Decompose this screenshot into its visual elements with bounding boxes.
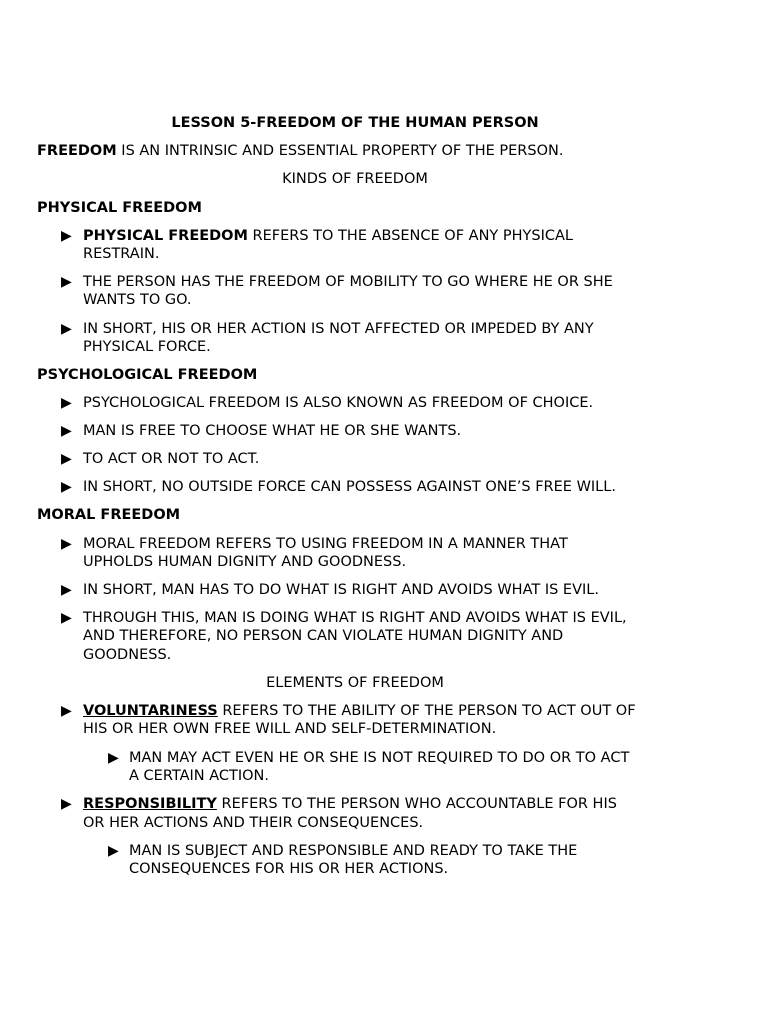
element-responsibility-text: REFERS TO THE PERSON WHO ACCOUNTABLE FOR HIS bbox=[216, 796, 617, 812]
page-title: LESSON 5-FREEDOM OF THE HUMAN PERSON bbox=[171, 115, 539, 131]
moral-item-3-line-2: AND THEREFORE, NO PERSON CAN VIOLATE HUMAN DIGNITY AND bbox=[83, 628, 564, 644]
bullet-icon: ▶ bbox=[61, 321, 72, 337]
bullet-icon: ▶ bbox=[61, 423, 72, 439]
element-voluntariness-line-1 bbox=[83, 702, 636, 721]
freedom-definition bbox=[37, 142, 563, 161]
moral-item-3-line-1: THROUGH THIS, MAN IS DOING WHAT IS RIGHT AND AVOIDS WHAT IS EVIL, bbox=[83, 610, 627, 626]
element-voluntariness-sub-line-1: MAN MAY ACT EVEN HE OR SHE IS NOT REQUIRED TO DO OR TO ACT bbox=[129, 750, 630, 766]
physical-item-3-line-2: PHYSICAL FORCE. bbox=[83, 339, 211, 355]
moral-item-1-line-2: UPHOLDS HUMAN DIGNITY AND GOODNESS. bbox=[83, 554, 407, 570]
element-responsibility-term: RESPONSIBILITY bbox=[83, 796, 217, 812]
physical-item-1-line-2: RESTRAIN. bbox=[83, 246, 160, 262]
bullet-icon: ▶ bbox=[61, 536, 72, 552]
bullet-icon: ▶ bbox=[108, 750, 119, 766]
physical-item-2-line-1: THE PERSON HAS THE FREEDOM OF MOBILITY TO GO WHERE HE OR SHE bbox=[83, 274, 613, 290]
element-responsibility-sub-line-2: CONSEQUENCES FOR HIS OR HER ACTIONS. bbox=[129, 861, 449, 877]
moral-heading: MORAL FREEDOM bbox=[37, 507, 181, 523]
psychological-item-1: PSYCHOLOGICAL FREEDOM IS ALSO KNOWN AS FREEDOM OF CHOICE. bbox=[83, 395, 594, 411]
definition-text: IS AN INTRINSIC AND ESSENTIAL PROPERTY OF THE PERSON. bbox=[116, 143, 564, 159]
bullet-icon: ▶ bbox=[61, 479, 72, 495]
element-voluntariness-term: VOLUNTARINESS bbox=[83, 703, 218, 719]
physical-item-3-line-1: IN SHORT, HIS OR HER ACTION IS NOT AFFECTED OR IMPEDED BY ANY bbox=[83, 321, 594, 337]
element-voluntariness-sub-line-2: A CERTAIN ACTION. bbox=[129, 768, 270, 784]
physical-item-1-term: PHYSICAL FREEDOM bbox=[83, 228, 248, 244]
element-responsibility-line-2: OR HER ACTIONS AND THEIR CONSEQUENCES. bbox=[83, 815, 424, 831]
physical-item-2-line-2: WANTS TO GO. bbox=[83, 292, 192, 308]
moral-item-3-line-3: GOODNESS. bbox=[83, 647, 172, 663]
physical-item-1-line-1 bbox=[83, 227, 573, 246]
element-voluntariness-text: REFERS TO THE ABILITY OF THE PERSON TO ACT OUT OF bbox=[217, 703, 636, 719]
psychological-item-2: MAN IS FREE TO CHOOSE WHAT HE OR SHE WANTS. bbox=[83, 423, 462, 439]
elements-heading: ELEMENTS OF FREEDOM bbox=[266, 675, 444, 691]
bullet-icon: ▶ bbox=[108, 843, 119, 859]
element-voluntariness-line-2: HIS OR HER OWN FREE WILL AND SELF-DETERMINATION. bbox=[83, 721, 497, 737]
bullet-icon: ▶ bbox=[61, 228, 72, 244]
bullet-icon: ▶ bbox=[61, 451, 72, 467]
element-responsibility-line-1 bbox=[83, 795, 617, 814]
bullet-icon: ▶ bbox=[61, 274, 72, 290]
kinds-heading: KINDS OF FREEDOM bbox=[282, 171, 428, 187]
psychological-item-3: TO ACT OR NOT TO ACT. bbox=[83, 451, 260, 467]
bullet-icon: ▶ bbox=[61, 582, 72, 598]
definition-term: FREEDOM bbox=[37, 143, 117, 159]
psychological-heading: PSYCHOLOGICAL FREEDOM bbox=[37, 367, 258, 383]
psychological-item-4: IN SHORT, NO OUTSIDE FORCE CAN POSSESS AGAINST ONE’S FREE WILL. bbox=[83, 479, 616, 495]
physical-heading: PHYSICAL FREEDOM bbox=[37, 200, 202, 216]
moral-item-1-line-1: MORAL FREEDOM REFERS TO USING FREEDOM IN A MANNER THAT bbox=[83, 536, 568, 552]
element-responsibility-sub-line-1: MAN IS SUBJECT AND RESPONSIBLE AND READY TO TAKE THE bbox=[129, 843, 578, 859]
bullet-icon: ▶ bbox=[61, 703, 72, 719]
physical-item-1-text: REFERS TO THE ABSENCE OF ANY PHYSICAL bbox=[247, 228, 574, 244]
bullet-icon: ▶ bbox=[61, 395, 72, 411]
moral-item-2: IN SHORT, MAN HAS TO DO WHAT IS RIGHT AND AVOIDS WHAT IS EVIL. bbox=[83, 582, 599, 598]
bullet-icon: ▶ bbox=[61, 610, 72, 626]
bullet-icon: ▶ bbox=[61, 796, 72, 812]
